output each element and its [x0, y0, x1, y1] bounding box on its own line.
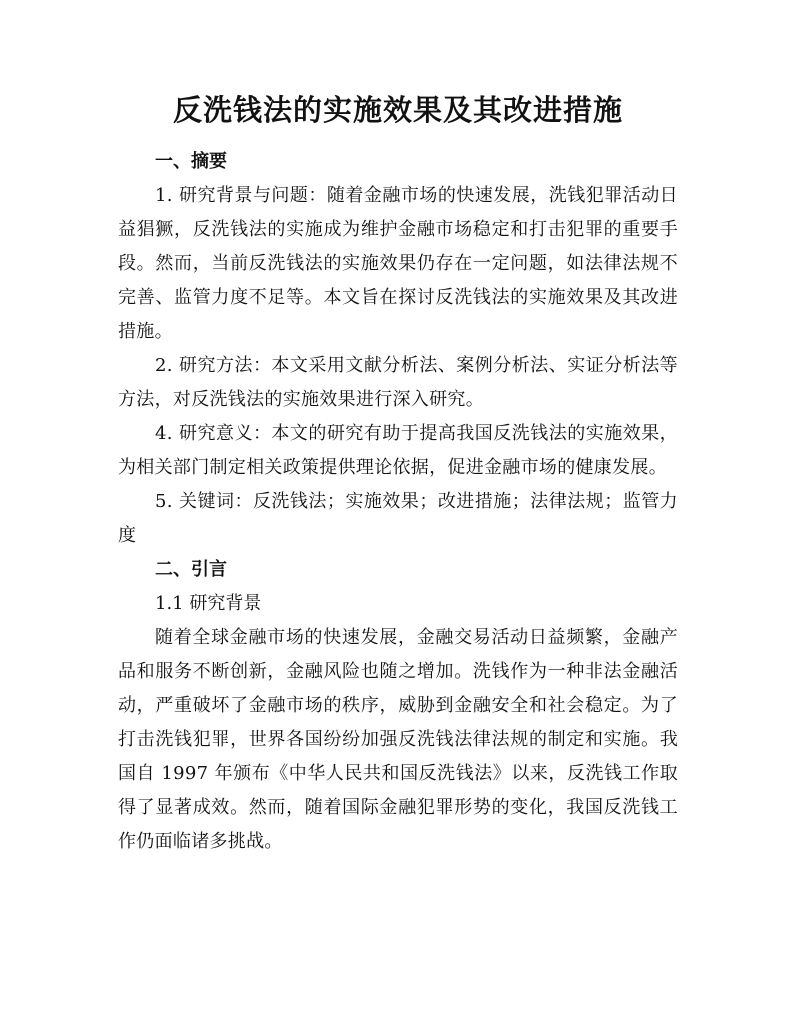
abstract-item-method: 2. 研究方法：本文采用文献分析法、案例分析法、实证分析法等方法，对反洗钱法的实施效果进行深入研究。	[118, 355, 678, 410]
intro-heading: 二、引言	[155, 559, 227, 580]
abstract-item-significance: 4. 研究意义：本文的研究有助于提高我国反洗钱法的实施效果，为相关部门制定相关政策提供理论依据，促进金融市场的健康发展。	[118, 423, 678, 478]
document-body	[118, 145, 678, 859]
abstract-item-background: 1. 研究背景与问题：随着金融市场的快速发展，洗钱犯罪活动日益猖獗，反洗钱法的实施成为维护金融市场稳定和打击犯罪的重要手段。然而，当前反洗钱法的实施效果仍存在一定问题，如法律法规不完善、监管力度不足等。本文旨在探讨反洗钱法的实施效果及其改进措施。	[118, 185, 678, 342]
intro-subheading: 1.1 研究背景	[155, 593, 262, 614]
abstract-item-keywords: 5. 关键词：反洗钱法；实施效果；改进措施；法律法规；监管力度	[118, 491, 678, 546]
document-title: 反洗钱法的实施效果及其改进措施	[172, 93, 623, 127]
intro-paragraph: 随着全球金融市场的快速发展，金融交易活动日益频繁，金融产品和服务不断创新，金融风险也随之增加。洗钱作为一种非法金融活动，严重破坏了金融市场的秩序，威胁到金融安全和社会稳定。为了打击洗钱犯罪，世界各国纷纷加强反洗钱法律法规的制定和实施。我国自 1997 年颁布《中华人民共和国反洗钱法》以来，反洗钱工作取得了显著成效。然而，随着国际金融犯罪形势的变化，我国反洗钱工作仍面临诸多挑战。	[118, 627, 678, 852]
abstract-heading: 一、摘要	[155, 151, 227, 172]
